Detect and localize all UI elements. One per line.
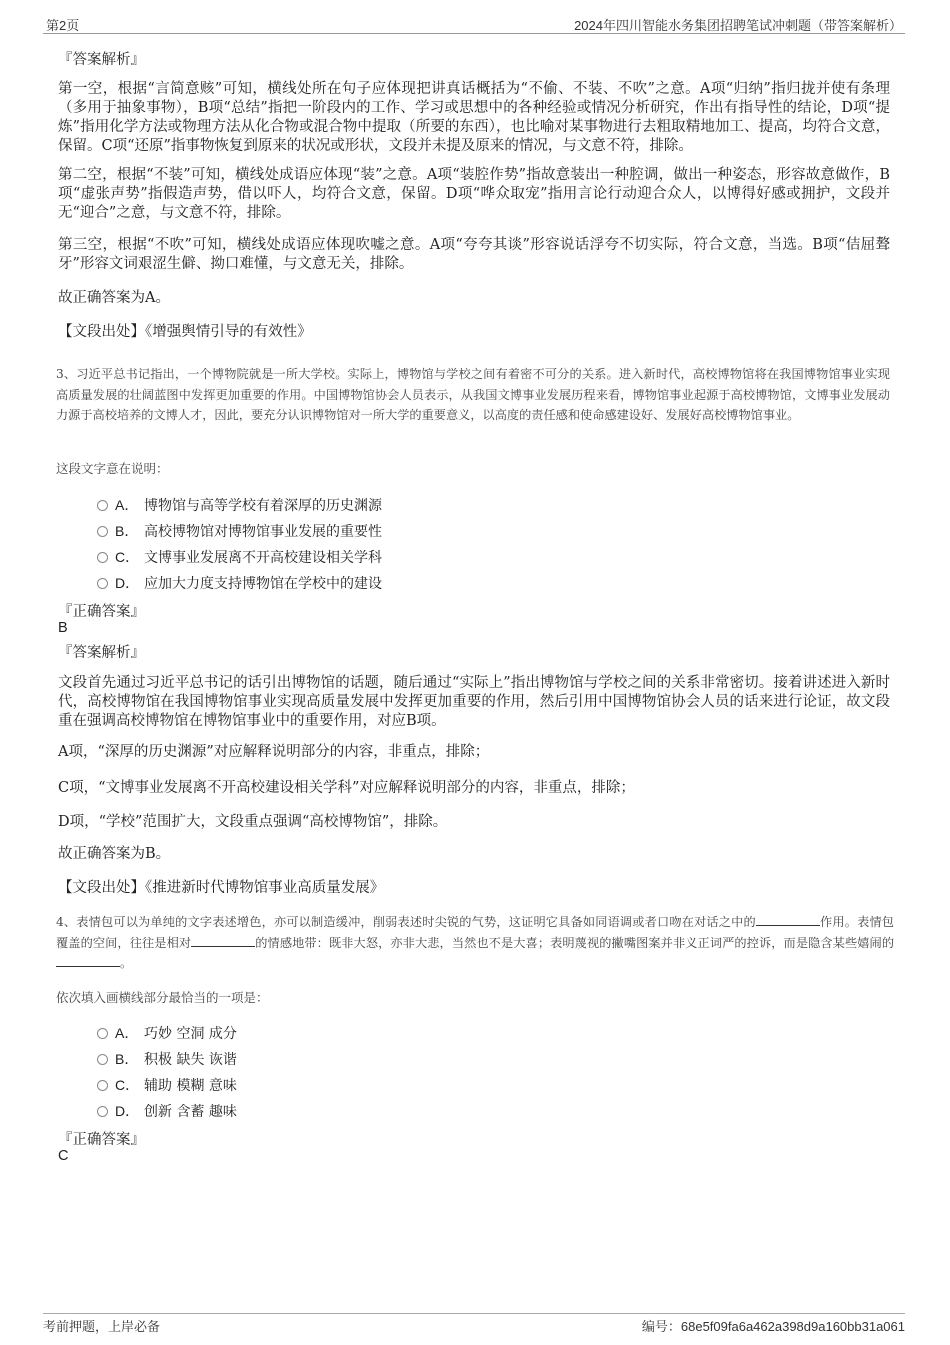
q4-correct-answer: C xyxy=(58,1148,69,1164)
q4-blank-3 xyxy=(56,954,120,967)
radio-button[interactable] xyxy=(97,1028,108,1039)
radio-button[interactable] xyxy=(97,1106,108,1117)
radio-button[interactable] xyxy=(97,552,108,563)
radio-button[interactable] xyxy=(97,500,108,511)
q3-prompt: 这段文字意在说明： xyxy=(56,461,169,476)
document-code: 编号：68e5f09fa6a462a398d9a160bb31a061 xyxy=(641,1319,905,1335)
q4-blank-1 xyxy=(756,913,820,926)
q3-analysis-paragraph-2: A项，“深厚的历史渊源”对应解释说明部分的内容，非重点，排除； xyxy=(58,744,490,760)
page-footer xyxy=(43,1313,905,1334)
q3-conclusion: 故正确答案为B。 xyxy=(58,846,171,862)
footer-slogan: 考前押题，上岸必备 xyxy=(43,1320,161,1335)
q3-analysis-label: 『答案解析』 xyxy=(58,645,145,661)
q2-analysis-label: 『答案解析』 xyxy=(58,52,145,68)
q3-stem: 3、习近平总书记指出，一个博物院就是一所大学校。实际上，博物馆与学校之间有着密不可分的关系。进入新时代，高校博物馆将在我国博物馆事业实现高质量发展的壮阔蓝图中发挥更加重要的作用。中国博物馆协会人员表示，从我国文博事业发展历程来看，博物馆事业起源于高校博物馆，文博事业发展动力源于高校培养的文博人才，因此，要充分认识博物馆对一所大学的重要意义，以高度的责任感和使命感建设好、发展好高校博物馆事业。 xyxy=(56,367,890,422)
q3-analysis-paragraph-3: C项，“文博事业发展离不开高校建设相关学科”对应解释说明部分的内容，非重点，排除； xyxy=(58,780,635,796)
q3-source: 【文段出处】《推进新时代博物馆事业高质量发展》 xyxy=(58,880,385,896)
q3-correct-answer: B xyxy=(58,620,68,636)
radio-button[interactable] xyxy=(97,526,108,537)
q2-analysis-paragraph-2: 第二空，根据“不装”可知，横线处成语应体现“装”之意。A项“装腔作势”指故意装出一种腔调，做出一种姿态，形容故意做作，B项“虚张声势”指假造声势，借以吓人，均符合文意，保留。D项“哗众取宠”指用言论行动迎合众人，以博得好感或拥护，文段并无“迎合”之意，与文意不符，排除。 xyxy=(58,167,890,221)
document-title: 2024年四川智能水务集团招聘笔试冲刺题（带答案解析） xyxy=(574,18,902,33)
page-number: 第2页 xyxy=(46,18,80,33)
q4-stem: 4、表情包可以为单纯的文字表述增色，亦可以制造缓冲，削弱表述时尖锐的气势，这证明它具备如同语调或者口吻在对话之中的 作用。表情包覆盖的空间，往往是相对 的情感地带：既非大怒，亦非大悲，当然也不是大喜；表明蔑视的撇嘴图案并非义正词严的控诉，而是隐含某些嬉闹的。 xyxy=(56,915,895,970)
q2-conclusion: 故正确答案为A。 xyxy=(58,290,170,306)
q3-correct-label: 『正确答案』 xyxy=(58,604,145,620)
q4-prompt: 依次填入画横线部分最恰当的一项是： xyxy=(56,990,269,1005)
radio-button[interactable] xyxy=(97,1054,108,1065)
q2-analysis-paragraph-1: 第一空，根据“言简意赅”可知，横线处所在句子应体现把讲真话概括为“不偷、不装、不吹”之意。A项“归纳”指归拢并使有条理（多用于抽象事物），B项“总结”指把一阶段内的工作、学习或思想中的各种经验或情况分析研究，作出有指导性的结论，D项“提炼”指用化学方法或物理方法从化合物或混合物中提取（所要的东西），也比喻对某事物进行去粗取精地加工、提高，均符合文意，保留。C项“还原”指事物恢复到原来的状况或形状，文段并未提及原来的情况，与文意不符，排除。 xyxy=(58,81,890,154)
q2-analysis-paragraph-3: 第三空，根据“不吹”可知，横线处成语应体现吹嘘之意。A项“夸夸其谈”形容说话浮夸不切实际，符合文意，当选。B项“佶屈聱牙”形容文词艰涩生僻、拗口难懂，与文意无关，排除。 xyxy=(58,237,890,272)
q3-analysis-paragraph-4: D项，“学校”范围扩大，文段重点强调“高校博物馆”，排除。 xyxy=(58,814,448,830)
radio-button[interactable] xyxy=(97,1080,108,1091)
q4-correct-label: 『正确答案』 xyxy=(58,1132,145,1148)
q4-blank-2 xyxy=(191,934,255,947)
q2-source: 【文段出处】《增强舆情引导的有效性》 xyxy=(58,324,312,340)
q3-analysis-paragraph-1: 文段首先通过习近平总书记的话引出博物馆的话题，随后通过“实际上”指出博物馆与学校之间的关系非常密切。接着讲述进入新时代，高校博物馆在我国博物馆事业实现高质量发展中发挥更加重要的作用，然后引用中国博物馆协会人员的话来进行论证，故文段重在强调高校博物馆在博物馆事业中的重要作用，对应B项。 xyxy=(58,675,890,729)
page-header xyxy=(43,14,905,34)
radio-button[interactable] xyxy=(97,578,108,589)
